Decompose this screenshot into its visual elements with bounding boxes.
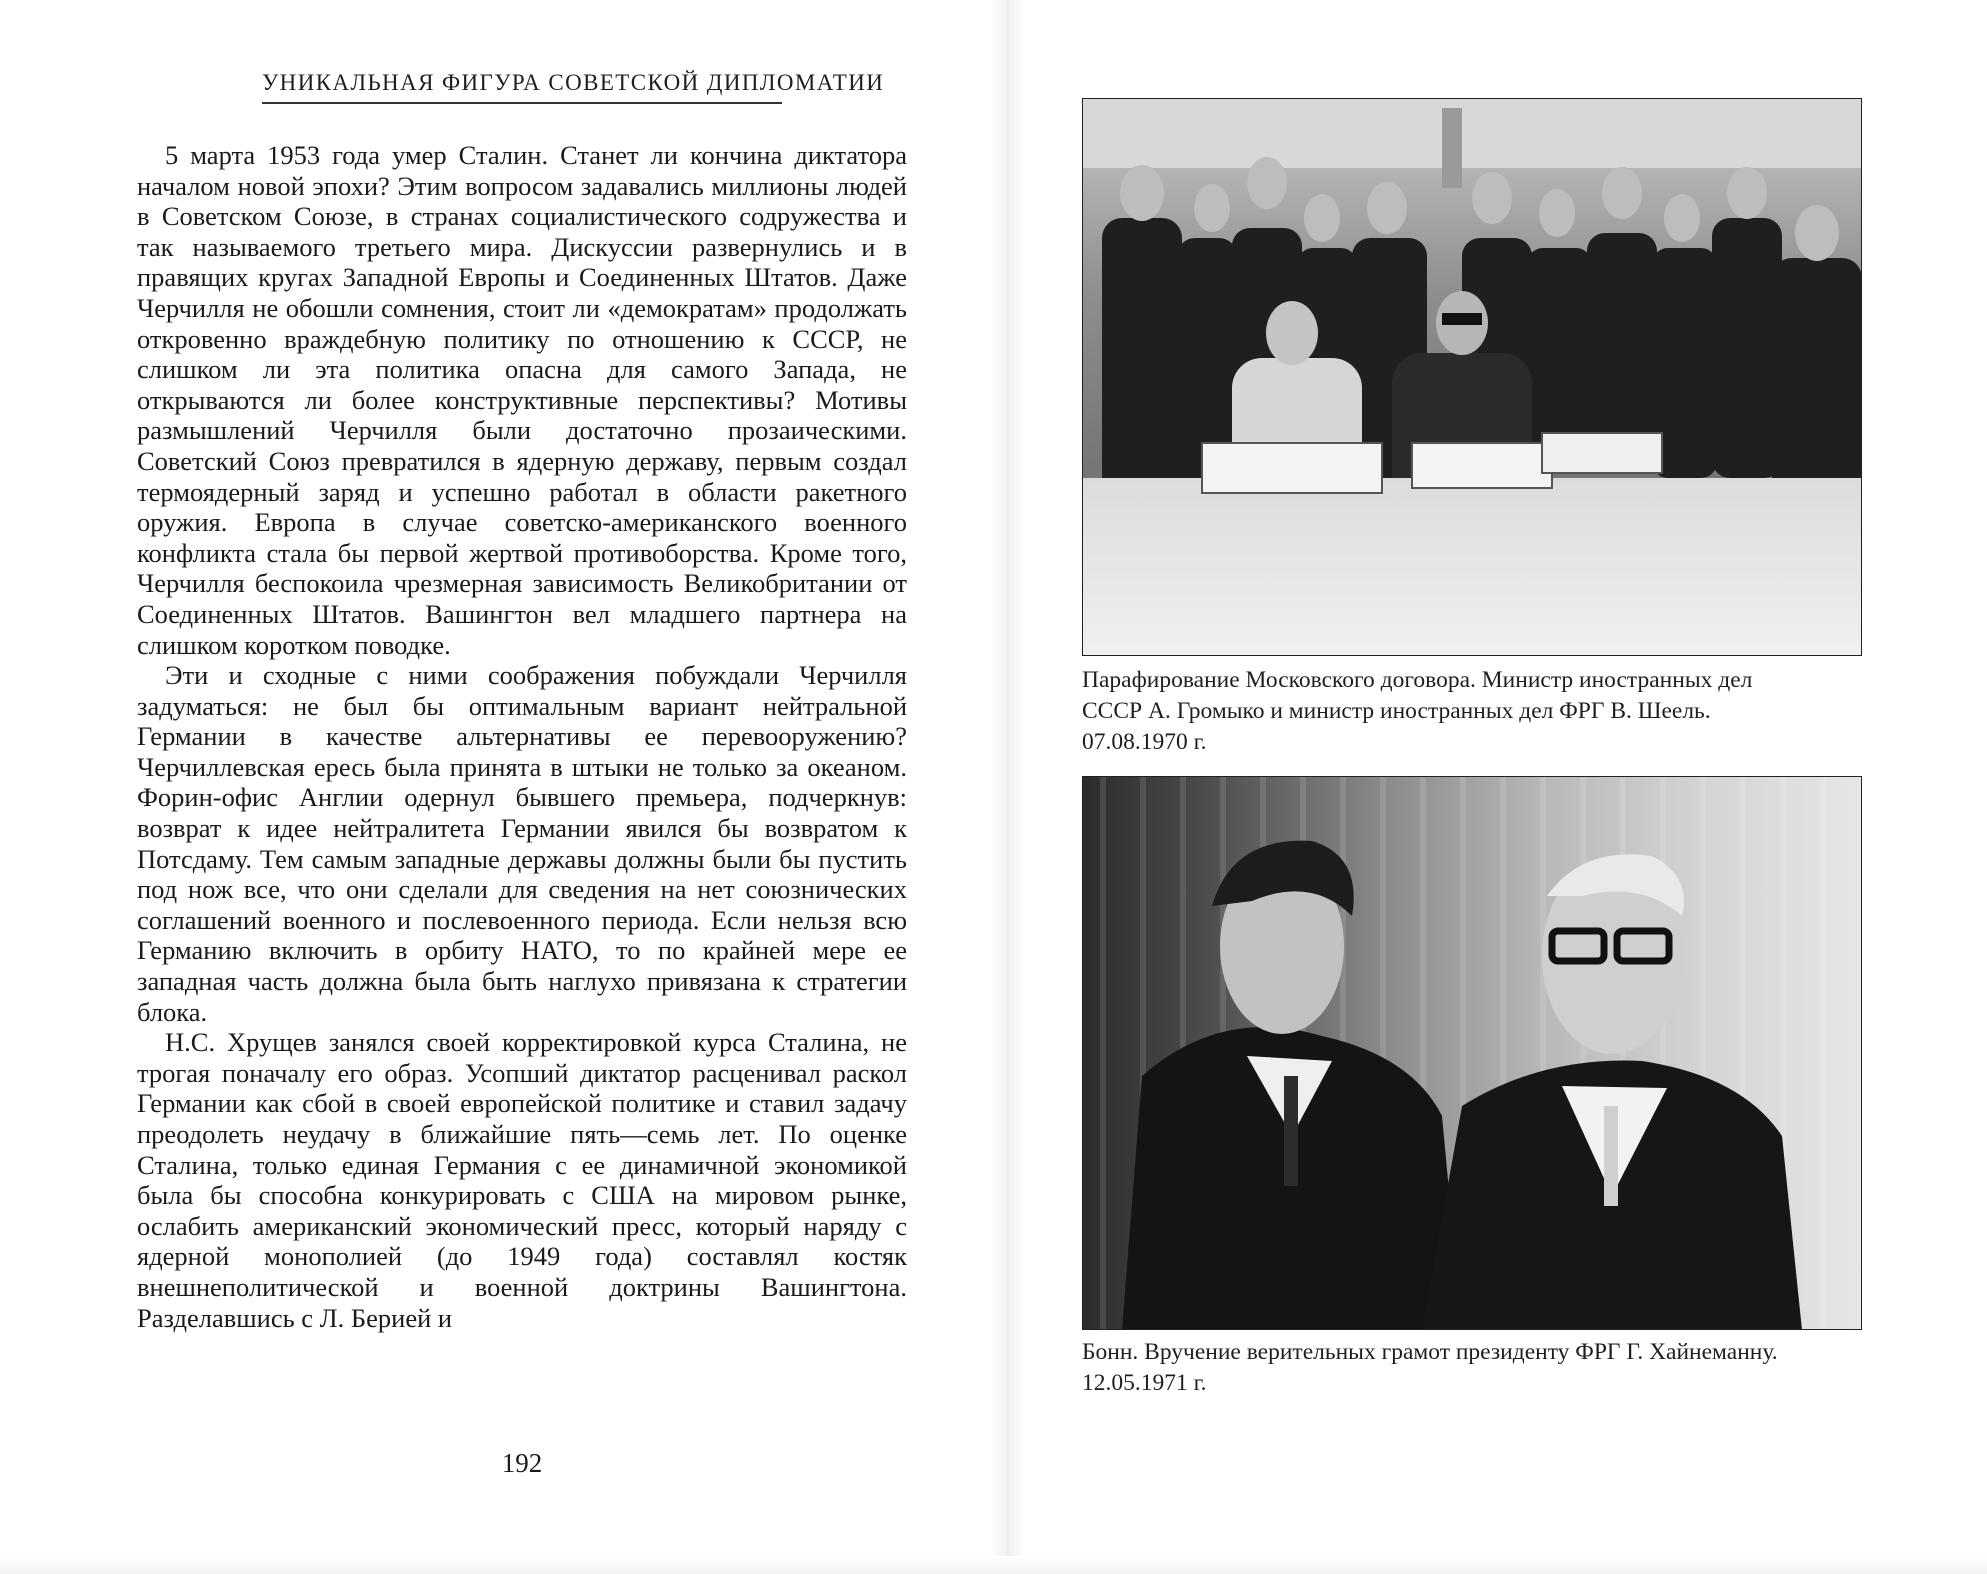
page-bottom-edge (0, 1556, 1987, 1574)
caption-line: Бонн. Вручение верительных грамот президенту ФРГ Г. Хайнеманну. (1082, 1339, 1778, 1365)
photo-credentials-ceremony (1082, 776, 1862, 1330)
body-text (137, 140, 907, 1333)
photo-treaty-signing (1082, 98, 1862, 656)
paragraph: Эти и сходные с ними соображения побуждали Черчилля задуматься: не был бы оптимальным вариант нейтральной Германии в качестве альтернативы ее перевооружению? Черчиллевская ересь была принята в штыки не только за океаном. Форин-офис Англии одернул бывшего премьера, подчеркнув: возврат к идее нейтралитета Германии явился бы возвратом к Потсдаму. Тем самым западные державы должны были бы пустить под нож все, что они сделали для сведения на нет союзнических соглашений военного и послевоенного периода. Если нельзя всю Германию включить в орбиту НАТО, то по крайней мере ее западная часть должна была быть наглухо привязана к стратегии блока. (137, 660, 907, 1027)
photo-caption (1082, 1337, 1882, 1399)
caption-line: СССР А. Громыко и министр иностранных дел ФРГ В. Шеель. (1082, 698, 1711, 724)
running-head: УНИКАЛЬНАЯ ФИГУРА СОВЕТСКОЙ ДИПЛОМАТИИ (262, 70, 782, 104)
paragraph: 5 марта 1953 года умер Сталин. Станет ли кончина диктатора началом новой эпохи? Этим вопросом задавались миллионы людей в Советском Союзе, в странах социалистического содружества и так называемого третьего мира. Дискуссии развернулись и в правящих кругах Западной Европы и Соединенных Штатов. Даже Черчилля не обошли сомнения, стоит ли «демократам» продолжать откровенно враждебную политику по отношению к СССР, не слишком ли эта политика опасна для самого Запада, не открываются ли более конструктивные перспективы? Мотивы размышлений Черчилля были достаточно прозаическими. Советский Союз превратился в ядерную державу, первым создал термоядерный заряд и успешно работал в области ракетного оружия. Европа в случае советско-американского военного конфликта стала бы первой жертвой противоборства. Кроме того, Черчилля беспокоила чрезмерная зависимость Великобритании от Соединенных Штатов. Вашингтон вел младшего партнера на слишком коротком поводке. (137, 140, 907, 660)
left-page (137, 70, 907, 1530)
page-number: 192 (501, 1448, 543, 1478)
paragraph: Н.С. Хрущев занялся своей корректировкой курса Сталина, не трогая поначалу его образ. Усопший диктатор расценивал раскол Германии как сбой в своей европейской политике и ставил задачу преодолеть неудачу в ближайшие пять—семь лет. По оценке Сталина, только единая Германия с ее динамичной экономикой была бы способна конкурировать с США на мировом рынке, ослабить американский экономический пресс, который наряду с ядерной монополией (до 1949 года) составлял костяк внешнеполитической и военной доктрины Вашингтона. Разделавшись с Л. Берией и (137, 1027, 907, 1333)
photo-caption (1082, 665, 1882, 758)
book-gutter (990, 0, 1026, 1574)
photo-credentials-ceremony-image (1082, 776, 1862, 1330)
caption-line: 12.05.1971 г. (1082, 1370, 1207, 1396)
caption-line: 07.08.1970 г. (1082, 729, 1207, 755)
photo-treaty-signing-image (1082, 98, 1862, 656)
caption-line: Парафирование Московского договора. Министр иностранных дел (1082, 667, 1753, 693)
